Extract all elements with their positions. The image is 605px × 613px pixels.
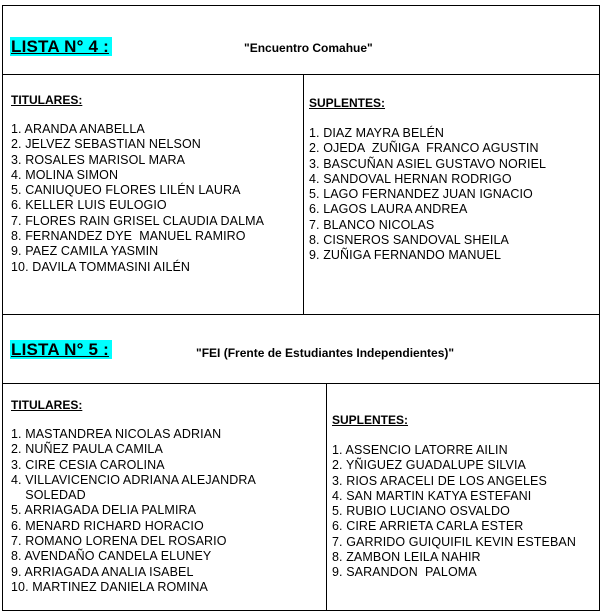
list-item: 4. VILLAVICENCIO ADRIANA ALEJANDRA — [11, 472, 256, 487]
list-item: 3. BASCUÑAN ASIEL GUSTAVO NORIEL — [309, 156, 547, 171]
list-item: 6. LAGOS LAURA ANDREA — [309, 202, 468, 217]
list-item: 9. ZUÑIGA FERNANDO MANUEL — [309, 248, 502, 263]
list-item: 9. PAEZ CAMILA YASMIN — [11, 244, 159, 259]
list-item: 3. CIRE CESIA CAROLINA — [11, 457, 165, 472]
list-item: 4. MOLINA SIMON — [11, 167, 119, 182]
list-item: 9. SARANDON PALOMA — [332, 565, 477, 580]
list-4-name: "Encuentro Comahue" — [244, 41, 373, 55]
list-item: 5. RUBIO LUCIANO OSVALDO — [332, 504, 510, 519]
list-item: 4. SANDOVAL HERNAN RODRIGO — [309, 171, 512, 186]
list-4-suplentes-list — [309, 126, 546, 264]
list-5-name: "FEI (Frente de Estudiantes Independientes)" — [196, 346, 455, 360]
list-item: 7. FLORES RAIN GRISEL CLAUDIA DALMA — [11, 213, 265, 228]
list-4-label: LISTA N° 4 : — [10, 37, 112, 56]
list-item: 1. DIAZ MAYRA BELÉN — [309, 126, 445, 140]
list-item: 7. BLANCO NICOLAS — [309, 217, 435, 232]
list-5-suplentes-title: SUPLENTES: — [332, 413, 409, 427]
list-5-titulares-title: TITULARES: — [11, 398, 83, 412]
list-5-titulares-column — [3, 383, 327, 610]
list-item: 2. YÑIGUEZ GUADALUPE SILVIA — [332, 458, 526, 473]
list-5-titulares-list — [11, 427, 256, 595]
list-item: 2. NUÑEZ PAULA CAMILA — [11, 442, 163, 457]
list-item: SOLEDAD — [11, 488, 86, 503]
list-item: 8. FERNANDEZ DYE MANUEL RAMIRO — [11, 229, 246, 244]
list-item: 1. ASSENCIO LATORRE AILIN — [332, 443, 508, 457]
list-item: 2. OJEDA ZUÑIGA FRANCO AGUSTIN — [309, 141, 539, 156]
list-item: 3. ROSALES MARISOL MARA — [11, 152, 186, 167]
list-item: 5. CANIUQUEO FLORES LILÉN LAURA — [11, 183, 241, 198]
list-item: 10. MARTINEZ DANIELA ROMINA — [11, 579, 208, 594]
list-item: 1. ARANDA ANABELLA — [11, 122, 145, 136]
list-item: 6. KELLER LUIS EULOGIO — [11, 198, 167, 213]
list-item: 8. CISNEROS SANDOVAL SHEILA — [309, 233, 509, 248]
list-5-header — [3, 315, 599, 384]
list-item: 3. RIOS ARACELI DE LOS ANGELES — [332, 473, 547, 488]
list-item: 5. ARRIAGADA DELIA PALMIRA — [11, 503, 197, 518]
list-4-section — [2, 5, 600, 315]
list-item: 6. MENARD RICHARD HORACIO — [11, 518, 204, 533]
list-item: 6. CIRE ARRIETA CARLA ESTER — [332, 519, 524, 534]
list-5-section — [2, 314, 600, 611]
list-item: 9. ARRIAGADA ANALIA ISABEL — [11, 564, 194, 579]
list-item: 5. LAGO FERNANDEZ JUAN IGNACIO — [309, 187, 533, 202]
list-4-titulares-column — [3, 74, 304, 314]
list-item: 10. DAVILA TOMMASINI AILÉN — [11, 259, 191, 274]
list-item: 8. AVENDAÑO CANDELA ELUNEY — [11, 549, 212, 564]
list-5-suplentes-column — [326, 383, 599, 610]
list-4-titulares-list — [11, 122, 264, 275]
list-item: 7. ROMANO LORENA DEL ROSARIO — [11, 534, 227, 549]
list-item: 1. MASTANDREA NICOLAS ADRIAN — [11, 427, 222, 441]
list-item: 7. GARRIDO GUIQUIFIL KEVIN ESTEBAN — [332, 534, 576, 549]
list-4-suplentes-column — [303, 74, 599, 314]
list-4-header — [3, 6, 599, 75]
list-item: 4. SAN MARTIN KATYA ESTEFANI — [332, 488, 532, 503]
list-4-titulares-title: TITULARES: — [11, 93, 83, 107]
list-item: 2. JELVEZ SEBASTIAN NELSON — [11, 137, 201, 152]
list-5-label: LISTA N° 5 : — [10, 340, 112, 359]
list-item: 8. ZAMBON LEILA NAHIR — [332, 550, 481, 565]
list-5-suplentes-list — [332, 443, 576, 581]
list-4-suplentes-title: SUPLENTES: — [309, 96, 386, 110]
